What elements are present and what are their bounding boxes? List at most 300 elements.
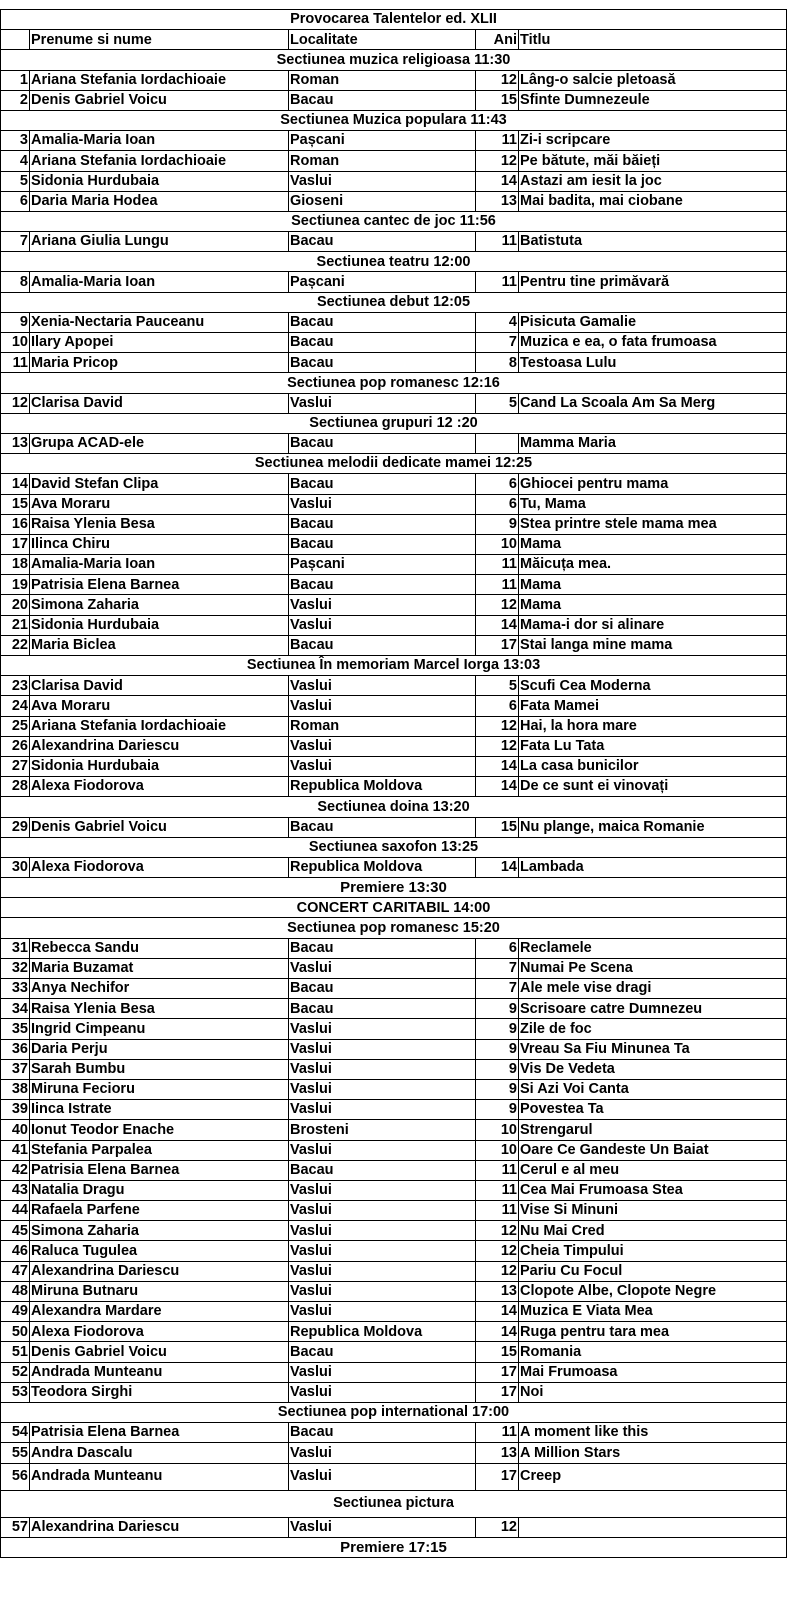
participant-row [1,131,787,151]
participant-row [1,534,787,554]
participant-age: 12 [476,1241,519,1261]
song-title: Zile de foc [519,1019,787,1039]
song-title: Vreau Sa Fiu Minunea Ta [519,1039,787,1059]
entry-number: 7 [1,232,30,252]
title-row [1,10,787,30]
participant-name: Daria Maria Hodea [30,191,289,211]
participant-row [1,716,787,736]
participant-age: 11 [476,1201,519,1221]
song-title: Testoasa Lulu [519,353,787,373]
participant-name: Amalia-Maria Ioan [30,272,289,292]
participant-age: 13 [476,1281,519,1301]
participant-locality: Vaslui [289,676,476,696]
song-title: Lambada [519,857,787,877]
participant-row [1,1322,787,1342]
song-title: Stai langa mine mama [519,635,787,655]
participant-locality: Vaslui [289,1180,476,1200]
header-name: Prenume si nume [30,30,289,50]
participant-name: Patrisia Elena Barnea [30,575,289,595]
participant-age: 12 [476,595,519,615]
participant-row [1,1221,787,1241]
section-heading: Sectiunea pop romanesc 12:16 [1,373,787,393]
entry-number: 20 [1,595,30,615]
entry-number: 17 [1,534,30,554]
participant-age: 9 [476,999,519,1019]
participant-age: 9 [476,1079,519,1099]
song-title: Pe bătute, măi băieți [519,151,787,171]
participant-age: 10 [476,534,519,554]
participant-row [1,312,787,332]
participant-row [1,1100,787,1120]
entry-number: 54 [1,1423,30,1443]
participant-age: 17 [476,1362,519,1382]
entry-number: 6 [1,191,30,211]
participant-locality: Vaslui [289,958,476,978]
entry-number: 9 [1,312,30,332]
participant-locality: Vaslui [289,1281,476,1301]
song-title: Scrisoare catre Dumnezeu [519,999,787,1019]
participant-name: Amalia-Maria Ioan [30,555,289,575]
song-title: Mama [519,595,787,615]
participant-name: Natalia Dragu [30,1180,289,1200]
participant-age: 9 [476,514,519,534]
entry-number: 49 [1,1302,30,1322]
participant-locality: Vaslui [289,1201,476,1221]
participant-locality: Vaslui [289,1241,476,1261]
section-row [1,292,787,312]
entry-number: 22 [1,635,30,655]
participant-row [1,70,787,90]
entry-number: 29 [1,817,30,837]
entry-number: 50 [1,1322,30,1342]
participant-age: 15 [476,90,519,110]
song-title: Batistuta [519,232,787,252]
entry-number: 28 [1,777,30,797]
entry-number: 15 [1,494,30,514]
entry-number: 10 [1,333,30,353]
participant-age: 12 [476,736,519,756]
entry-number: 32 [1,958,30,978]
participant-age: 11 [476,272,519,292]
participant-row [1,1342,787,1362]
entry-number: 2 [1,90,30,110]
participant-locality: Bacau [289,514,476,534]
participant-age: 5 [476,676,519,696]
participant-name: Ingrid Cimpeanu [30,1019,289,1039]
participant-age: 15 [476,1342,519,1362]
participant-row [1,635,787,655]
participant-locality: Vaslui [289,736,476,756]
participant-locality: Roman [289,716,476,736]
participant-row [1,1281,787,1301]
entry-number: 11 [1,353,30,373]
participant-locality: Vaslui [289,494,476,514]
participant-age: 10 [476,1140,519,1160]
participant-age: 12 [476,151,519,171]
header-age: Ani [476,30,519,50]
entry-number: 35 [1,1019,30,1039]
participant-age: 9 [476,1019,519,1039]
participant-locality: Vaslui [289,1362,476,1382]
participant-name: Sidonia Hurdubaia [30,756,289,776]
participant-name: Sidonia Hurdubaia [30,171,289,191]
entry-number: 1 [1,70,30,90]
song-title: Măicuța mea. [519,555,787,575]
section-row [1,373,787,393]
participant-name: Clarisa David [30,676,289,696]
participant-age: 11 [476,1423,519,1443]
song-title: Ghiocei pentru mama [519,474,787,494]
participant-name: Ilinca Chiru [30,534,289,554]
section-heading: Sectiunea pictura [1,1490,787,1517]
participant-name: Alexandrina Dariescu [30,1517,289,1537]
participant-age: 7 [476,979,519,999]
song-title: Fata Mamei [519,696,787,716]
participant-row [1,393,787,413]
participant-row [1,676,787,696]
header-locality: Localitate [289,30,476,50]
participant-locality: Roman [289,151,476,171]
participant-locality: Gioseni [289,191,476,211]
participant-age: 17 [476,635,519,655]
entry-number: 31 [1,938,30,958]
entry-number: 24 [1,696,30,716]
participant-age: 10 [476,1120,519,1140]
participant-age: 11 [476,575,519,595]
participant-name: Rafaela Parfene [30,1201,289,1221]
participant-name: Stefania Parpalea [30,1140,289,1160]
entry-number: 14 [1,474,30,494]
participant-age: 9 [476,1059,519,1079]
participant-locality: Bacau [289,1160,476,1180]
participant-name: Teodora Sirghi [30,1382,289,1402]
participant-row [1,1517,787,1537]
participant-locality: Vaslui [289,1019,476,1039]
section-row [1,878,787,898]
participant-locality: Vaslui [289,1443,476,1463]
participant-name: Ava Moraru [30,696,289,716]
participant-row [1,817,787,837]
entry-number: 47 [1,1261,30,1281]
participant-name: Patrisia Elena Barnea [30,1160,289,1180]
participant-name: Sidonia Hurdubaia [30,615,289,635]
participant-name: Daria Perju [30,1039,289,1059]
participant-name: Raluca Tugulea [30,1241,289,1261]
section-row [1,413,787,433]
section-heading: Sectiunea Muzica populara 11:43 [1,110,787,130]
section-heading: Sectiunea melodii dedicate mamei 12:25 [1,454,787,474]
participant-row [1,999,787,1019]
song-title: Cerul e al meu [519,1160,787,1180]
participant-row [1,151,787,171]
participant-locality: Vaslui [289,756,476,776]
song-title: Strengarul [519,1120,787,1140]
song-title: Cand La Scoala Am Sa Merg [519,393,787,413]
song-title: Mama-i dor si alinare [519,615,787,635]
song-title: Muzica E Viata Mea [519,1302,787,1322]
participant-age: 12 [476,1517,519,1537]
participant-age: 6 [476,938,519,958]
participant-row [1,736,787,756]
participant-row [1,1059,787,1079]
participant-row [1,1241,787,1261]
participant-row [1,555,787,575]
participant-name: Ava Moraru [30,494,289,514]
song-title: Lâng-o salcie pletoasă [519,70,787,90]
participant-locality: Bacau [289,312,476,332]
participant-locality: Republica Moldova [289,777,476,797]
participant-name: Denis Gabriel Voicu [30,90,289,110]
participant-name: Ilary Apopei [30,333,289,353]
song-title: Pariu Cu Focul [519,1261,787,1281]
participant-row [1,1382,787,1402]
section-row [1,918,787,938]
song-title: Muzica e ea, o fata frumoasa [519,333,787,353]
participant-name: Andra Dascalu [30,1443,289,1463]
participant-age: 14 [476,756,519,776]
entry-number: 46 [1,1241,30,1261]
song-title: Vise Si Minuni [519,1201,787,1221]
participant-locality: Bacau [289,433,476,453]
song-title: La casa bunicilor [519,756,787,776]
participant-name: Alexandrina Dariescu [30,1261,289,1281]
entry-number: 18 [1,555,30,575]
participant-locality: Vaslui [289,1261,476,1281]
participant-locality: Vaslui [289,1079,476,1099]
participant-name: Miruna Butnaru [30,1281,289,1301]
participant-name: Miruna Fecioru [30,1079,289,1099]
participant-age: 7 [476,333,519,353]
participant-locality: Bacau [289,1342,476,1362]
section-row [1,797,787,817]
participant-name: David Stefan Clipa [30,474,289,494]
song-title: Astazi am iesit la joc [519,171,787,191]
song-title: De ce sunt ei vinovați [519,777,787,797]
song-title: Ruga pentru tara mea [519,1322,787,1342]
entry-number: 37 [1,1059,30,1079]
header-nr [1,30,30,50]
participant-age: 5 [476,393,519,413]
participant-age: 12 [476,716,519,736]
participant-name: Alexandra Mardare [30,1302,289,1322]
participant-name: Andrada Munteanu [30,1463,289,1490]
entry-number: 27 [1,756,30,776]
participant-locality: Republica Moldova [289,1322,476,1342]
participant-row [1,474,787,494]
participant-age: 12 [476,70,519,90]
song-title: Hai, la hora mare [519,716,787,736]
participant-age: 17 [476,1382,519,1402]
participant-locality: Bacau [289,353,476,373]
song-title: Noi [519,1382,787,1402]
song-title: Cea Mai Frumoasa Stea [519,1180,787,1200]
participant-name: Alexa Fiodorova [30,857,289,877]
participant-name: Patrisia Elena Barnea [30,1423,289,1443]
entry-number: 26 [1,736,30,756]
entry-number: 12 [1,393,30,413]
participant-age: 14 [476,171,519,191]
song-title: Clopote Albe, Clopote Negre [519,1281,787,1301]
song-title: Mama [519,534,787,554]
participant-locality: Bacau [289,90,476,110]
section-heading: Sectiunea pop romanesc 15:20 [1,918,787,938]
song-title: Si Azi Voi Canta [519,1079,787,1099]
participant-locality: Pașcani [289,131,476,151]
section-row [1,1537,787,1557]
participant-row [1,575,787,595]
schedule-body [1,10,787,1558]
song-title: Cheia Timpului [519,1241,787,1261]
header-row [1,30,787,50]
participant-locality: Bacau [289,232,476,252]
participant-age: 14 [476,857,519,877]
participant-row [1,1362,787,1382]
participant-name: Amalia-Maria Ioan [30,131,289,151]
participant-age: 14 [476,1322,519,1342]
song-title: Zi-i scripcare [519,131,787,151]
participant-locality: Vaslui [289,1140,476,1160]
entry-number: 51 [1,1342,30,1362]
song-title: Pentru tine primăvară [519,272,787,292]
participant-age: 9 [476,1100,519,1120]
section-heading: Sectiunea grupuri 12 :20 [1,413,787,433]
entry-number: 4 [1,151,30,171]
participant-name: Simona Zaharia [30,1221,289,1241]
participant-locality: Vaslui [289,1039,476,1059]
song-title: Creep [519,1463,787,1490]
participant-name: Maria Buzamat [30,958,289,978]
section-heading: Sectiunea debut 12:05 [1,292,787,312]
participant-locality: Bacau [289,474,476,494]
header-title: Titlu [519,30,787,50]
participant-locality: Bacau [289,1423,476,1443]
song-title: Ale mele vise dragi [519,979,787,999]
participant-age: 6 [476,494,519,514]
song-title: Oare Ce Gandeste Un Baiat [519,1140,787,1160]
participant-row [1,1423,787,1443]
participant-row [1,1039,787,1059]
participant-locality: Pașcani [289,272,476,292]
participant-row [1,1463,787,1490]
participant-row [1,777,787,797]
participant-name: Grupa ACAD-ele [30,433,289,453]
section-row [1,837,787,857]
entry-number: 33 [1,979,30,999]
participant-row [1,857,787,877]
participant-locality: Bacau [289,999,476,1019]
song-title: Romania [519,1342,787,1362]
participant-row [1,1079,787,1099]
entry-number: 56 [1,1463,30,1490]
participant-age: 6 [476,474,519,494]
participant-row [1,1201,787,1221]
song-title: Stea printre stele mama mea [519,514,787,534]
participant-name: Ariana Stefania Iordachioaie [30,70,289,90]
section-heading: Premiere 13:30 [1,878,787,898]
participant-row [1,979,787,999]
participant-name: Sarah Bumbu [30,1059,289,1079]
participant-locality: Bacau [289,575,476,595]
song-title: Mama [519,575,787,595]
participant-row [1,353,787,373]
participant-age: 8 [476,353,519,373]
song-title: A moment like this [519,1423,787,1443]
participant-locality: Bacau [289,817,476,837]
participant-row [1,1120,787,1140]
song-title: Numai Pe Scena [519,958,787,978]
entry-number: 3 [1,131,30,151]
section-row [1,110,787,130]
section-heading: CONCERT CARITABIL 14:00 [1,898,787,918]
participant-age: 11 [476,131,519,151]
entry-number: 5 [1,171,30,191]
entry-number: 41 [1,1140,30,1160]
section-heading: Sectiunea saxofon 13:25 [1,837,787,857]
participant-row [1,514,787,534]
participant-row [1,1302,787,1322]
song-title: Nu Mai Cred [519,1221,787,1241]
participant-name: Alexa Fiodorova [30,1322,289,1342]
participant-row [1,191,787,211]
participant-age: 7 [476,958,519,978]
entry-number: 48 [1,1281,30,1301]
section-row [1,1490,787,1517]
song-title: Tu, Mama [519,494,787,514]
participant-name: Alexa Fiodorova [30,777,289,797]
entry-number: 42 [1,1160,30,1180]
participant-name: Denis Gabriel Voicu [30,817,289,837]
participant-row [1,696,787,716]
participant-row [1,433,787,453]
participant-name: Ariana Stefania Iordachioaie [30,151,289,171]
participant-name: Simona Zaharia [30,595,289,615]
participant-row [1,333,787,353]
entry-number: 44 [1,1201,30,1221]
participant-row [1,171,787,191]
participant-age: 6 [476,696,519,716]
participant-age [476,433,519,453]
participant-age: 15 [476,817,519,837]
participant-locality: Vaslui [289,393,476,413]
participant-row [1,1180,787,1200]
participant-locality: Vaslui [289,1100,476,1120]
participant-name: Ariana Giulia Lungu [30,232,289,252]
participant-row [1,1140,787,1160]
participant-name: Iinca Istrate [30,1100,289,1120]
section-row [1,50,787,70]
participant-age: 4 [476,312,519,332]
participant-locality: Bacau [289,534,476,554]
section-row [1,252,787,272]
participant-locality: Bacau [289,979,476,999]
song-title: Mamma Maria [519,433,787,453]
participant-row [1,958,787,978]
participant-locality: Bacau [289,635,476,655]
participant-locality: Pașcani [289,555,476,575]
participant-row [1,615,787,635]
participant-row [1,272,787,292]
participant-locality: Vaslui [289,1382,476,1402]
participant-age: 12 [476,1221,519,1241]
participant-age: 9 [476,1039,519,1059]
participant-row [1,595,787,615]
song-title: Mai badita, mai ciobane [519,191,787,211]
section-row [1,656,787,676]
participant-locality: Vaslui [289,171,476,191]
entry-number: 39 [1,1100,30,1120]
participant-age: 11 [476,232,519,252]
entry-number: 19 [1,575,30,595]
